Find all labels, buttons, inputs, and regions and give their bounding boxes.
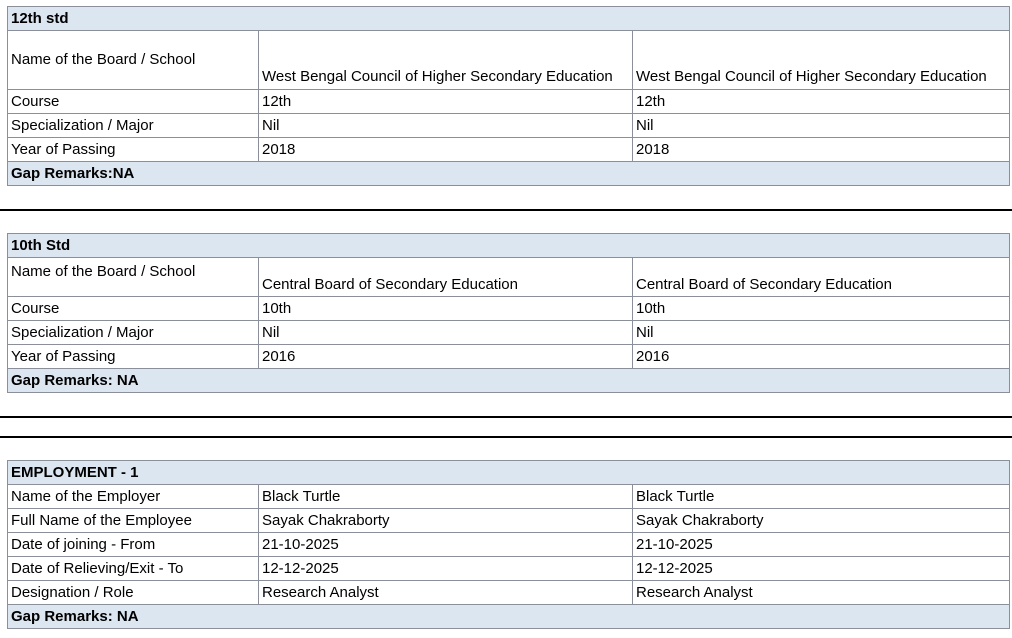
row-value-2: 2016 xyxy=(633,345,1010,369)
row-label: Date of joining - From xyxy=(8,533,259,557)
row-value-2: 10th xyxy=(633,297,1010,321)
table-row xyxy=(8,509,1010,533)
table-row xyxy=(8,321,1010,345)
gap-remarks-row xyxy=(8,369,1010,393)
row-value-1: 2016 xyxy=(259,345,633,369)
row-label: Designation / Role xyxy=(8,581,259,605)
table-row xyxy=(8,258,1010,297)
row-value-2: 2018 xyxy=(633,138,1010,162)
gap-remarks: Gap Remarks: NA xyxy=(8,369,1010,393)
gap-remarks: Gap Remarks: NA xyxy=(8,605,1010,629)
row-value-2: Research Analyst xyxy=(633,581,1010,605)
row-value-2: Central Board of Secondary Education xyxy=(633,258,1010,297)
row-label: Name of the Employer xyxy=(8,485,259,509)
section-title: 12th std xyxy=(8,7,1010,31)
gap-remarks: Gap Remarks:NA xyxy=(8,162,1010,186)
row-label: Name of the Board / School xyxy=(8,258,259,297)
row-value-1: Black Turtle xyxy=(259,485,633,509)
row-value-1: Sayak Chakraborty xyxy=(259,509,633,533)
section-title: 10th Std xyxy=(8,234,1010,258)
section-header-row xyxy=(8,234,1010,258)
row-value-2: Nil xyxy=(633,321,1010,345)
table-row xyxy=(8,297,1010,321)
row-label: Name of the Board / School xyxy=(8,31,259,90)
table-row xyxy=(8,345,1010,369)
row-label: Course xyxy=(8,90,259,114)
row-value-1: Nil xyxy=(259,321,633,345)
row-value-1: 2018 xyxy=(259,138,633,162)
table-row xyxy=(8,485,1010,509)
table-row xyxy=(8,90,1010,114)
verification-sheet xyxy=(7,6,1009,629)
row-label: Specialization / Major xyxy=(8,114,259,138)
row-value-1: Nil xyxy=(259,114,633,138)
table-employment-1 xyxy=(7,460,1010,629)
row-label: Date of Relieving/Exit - To xyxy=(8,557,259,581)
section-title: EMPLOYMENT - 1 xyxy=(8,461,1010,485)
table-row xyxy=(8,114,1010,138)
row-value-2: Nil xyxy=(633,114,1010,138)
row-value-1: 21-10-2025 xyxy=(259,533,633,557)
table-12th-std xyxy=(7,6,1010,186)
row-value-1: Central Board of Secondary Education xyxy=(259,258,633,297)
section-header-row xyxy=(8,7,1010,31)
row-value-1: 10th xyxy=(259,297,633,321)
table-10th-std xyxy=(7,233,1010,393)
row-value-2: 12-12-2025 xyxy=(633,557,1010,581)
row-value-2: 12th xyxy=(633,90,1010,114)
row-value-1: West Bengal Council of Higher Secondary Education xyxy=(259,31,633,90)
row-label: Full Name of the Employee xyxy=(8,509,259,533)
row-value-2: West Bengal Council of Higher Secondary Education xyxy=(633,31,1010,90)
row-label: Specialization / Major xyxy=(8,321,259,345)
row-label: Course xyxy=(8,297,259,321)
row-value-2: 21-10-2025 xyxy=(633,533,1010,557)
table-row xyxy=(8,557,1010,581)
row-value-1: 12th xyxy=(259,90,633,114)
gap-remarks-row xyxy=(8,162,1010,186)
gap-remarks-row xyxy=(8,605,1010,629)
table-row xyxy=(8,533,1010,557)
row-value-1: 12-12-2025 xyxy=(259,557,633,581)
table-row xyxy=(8,138,1010,162)
table-row xyxy=(8,581,1010,605)
row-value-1: Research Analyst xyxy=(259,581,633,605)
section-header-row xyxy=(8,461,1010,485)
row-label: Year of Passing xyxy=(8,345,259,369)
row-label: Year of Passing xyxy=(8,138,259,162)
row-value-2: Sayak Chakraborty xyxy=(633,509,1010,533)
table-row xyxy=(8,31,1010,90)
row-value-2: Black Turtle xyxy=(633,485,1010,509)
